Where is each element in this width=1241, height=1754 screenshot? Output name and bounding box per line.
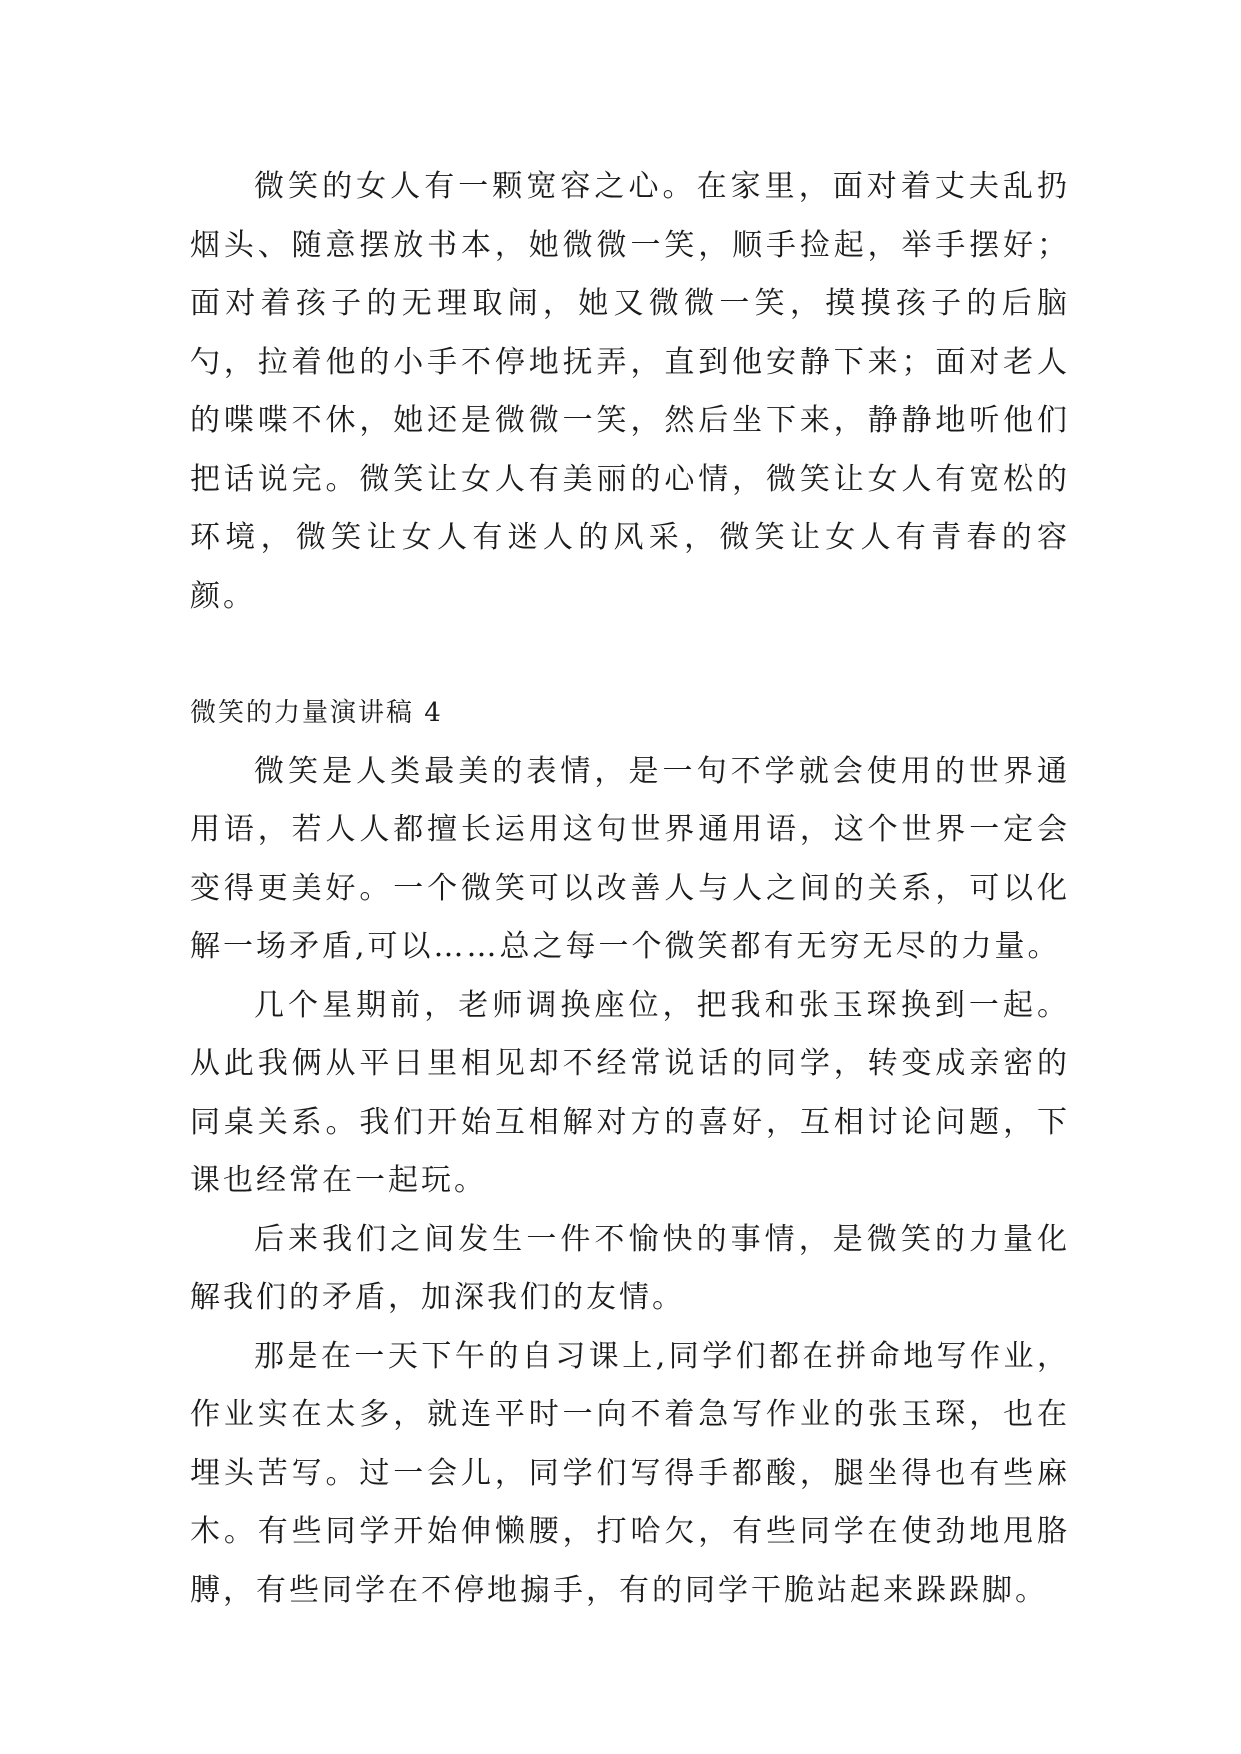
- paragraph-3: 后来我们之间发生一件不愉快的事情，是微笑的力量化解我们的矛盾，加深我们的友情。: [190, 1221, 1070, 1315]
- paragraph-1: 微笑是人类最美的表情，是一句不学就会使用的世界通用语，若人人都擅长运用这句世界通用语，这个世界一定会变得更美好。一个微笑可以改善人与人之间的关系，可以化解一场矛盾,可以……总之每一个微笑都有无穷无尽的力量。: [190, 753, 1070, 964]
- paragraph-4: 那是在一天下午的自习课上,同学们都在拼命地写作业，作业实在太多，就连平时一向不着急写作业的张玉琛，也在埋头苦写。过一会儿，同学们写得手都酸，腿坐得也有些麻木。有些同学开始伸懒腰，打哈欠，有些同学在使劲地甩胳膊，有些同学在不停地搧手，有的同学干脆站起来跺跺脚。: [190, 1338, 1070, 1608]
- paragraph-2: 几个星期前，老师调换座位，把我和张玉琛换到一起。从此我俩从平日里相见却不经常说话的同学，转变成亲密的同桌关系。我们开始互相解对方的喜好，互相讨论问题，下课也经常在一起玩。: [190, 987, 1070, 1198]
- section-title: 微笑的力量演讲稿 4: [190, 698, 443, 728]
- document-body: [190, 158, 1070, 1620]
- paragraph-smiling-woman: 微笑的女人有一颗宽容之心。在家里，面对着丈夫乱扔烟头、随意摆放书本，她微微一笑，顺手捡起，举手摆好；面对着孩子的无理取闹，她又微微一笑，摸摸孩子的后脑勺，拉着他的小手不停地抚弄，直到他安静下来；面对老人的喋喋不休，她还是微微一笑，然后坐下来，静静地听他们把话说完。微笑让女人有美丽的心情，微笑让女人有宽松的环境，微笑让女人有迷人的风采，微笑让女人有青春的容颜。: [190, 169, 1070, 614]
